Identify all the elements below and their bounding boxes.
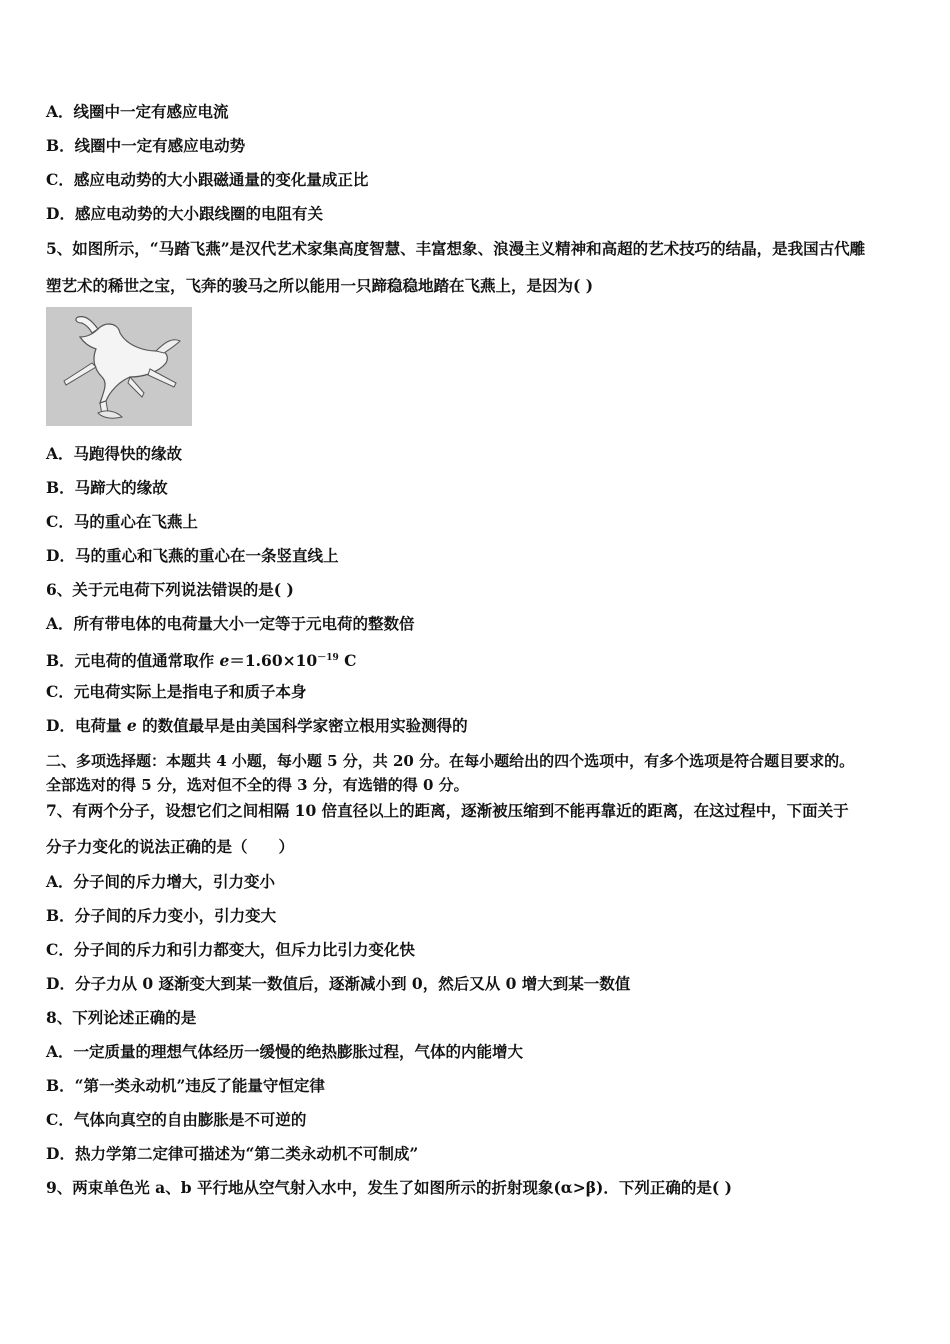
q5-stem-line1: 5、如图所示，“马踏飞燕”是汉代艺术家集高度智慧、丰富想象、浪漫主义精神和高超的艺术技巧的结晶，是我国古代雕 xyxy=(46,239,866,258)
q6-option-b xyxy=(46,648,356,671)
q5-option-b: B．马蹄大的缘故 xyxy=(46,478,168,497)
q8-option-c: C．气体向真空的自由膨胀是不可逆的 xyxy=(46,1110,307,1129)
q8-option-a: A．一定质量的理想气体经历一缓慢的绝热膨胀过程，气体的内能增大 xyxy=(46,1042,524,1061)
q7-stem-line2: 分子力变化的说法正确的是（ ） xyxy=(46,837,295,856)
elementary-charge-symbol: e xyxy=(219,651,230,670)
q6-option-d-suffix: 的数值最早是由美国科学家密立根用实验测得的 xyxy=(136,716,468,735)
q9-stem: 9、两束单色光 a、b 平行地从空气射入水中，发生了如图所示的折射现象(α>β)．下列正确的是( ) xyxy=(46,1178,732,1197)
q6-option-b-exponent: －19 xyxy=(317,653,339,663)
q6-option-d-prefix: D．电荷量 xyxy=(46,716,127,735)
q6-option-b-prefix: B．元电荷的值通常取作 xyxy=(46,651,220,670)
q7-stem-line1: 7、有两个分子，设想它们之间相隔 10 倍直径以上的距离，逐渐被压缩到不能再靠近的距离，在这过程中，下面关于 xyxy=(46,801,849,820)
section2-heading-line2: 全部选对的得 5 分，选对但不全的得 3 分，有选错的得 0 分。 xyxy=(46,776,469,794)
q4-option-b: B．线圈中一定有感应电动势 xyxy=(46,136,246,155)
elementary-charge-symbol: e xyxy=(126,716,137,735)
q8-option-b: B．“第一类永动机”违反了能量守恒定律 xyxy=(46,1076,325,1095)
galloping-horse-image xyxy=(46,307,192,426)
q6-option-d xyxy=(46,716,468,736)
horse-silhouette-icon xyxy=(46,307,192,426)
q6-option-b-value: ＝1.60×10 xyxy=(229,651,318,670)
q6-option-c: C．元电荷实际上是指电子和质子本身 xyxy=(46,682,307,701)
q4-option-c: C．感应电动势的大小跟磁通量的变化量成正比 xyxy=(46,170,369,189)
q4-option-a: A．线圈中一定有感应电流 xyxy=(46,102,229,121)
q7-option-a: A．分子间的斥力增大，引力变小 xyxy=(46,872,276,891)
q7-option-c: C．分子间的斥力和引力都变大，但斥力比引力变化快 xyxy=(46,940,415,959)
q8-stem: 8、下列论述正确的是 xyxy=(46,1008,197,1027)
q6-stem: 6、关于元电荷下列说法错误的是( ) xyxy=(46,580,294,599)
q5-option-d: D．马的重心和飞燕的重心在一条竖直线上 xyxy=(46,546,339,565)
q6-option-a: A．所有带电体的电荷量大小一定等于元电荷的整数倍 xyxy=(46,614,415,633)
section2-heading-line1: 二、多项选择题：本题共 4 小题，每小题 5 分，共 20 分。在每小题给出的四个选项中，有多个选项是符合题目要求的。 xyxy=(46,752,855,770)
q8-option-d: D．热力学第二定律可描述为“第二类永动机不可制成” xyxy=(46,1144,419,1163)
q5-option-a: A．马跑得快的缘故 xyxy=(46,444,183,463)
q7-option-d: D．分子力从 0 逐渐变大到某一数值后，逐渐减小到 0，然后又从 0 增大到某一数值 xyxy=(46,974,631,993)
q6-option-b-unit: C xyxy=(338,651,357,670)
q5-option-c: C．马的重心在飞燕上 xyxy=(46,512,198,531)
q4-option-d: D．感应电动势的大小跟线圈的电阻有关 xyxy=(46,204,323,223)
q5-stem-line2: 塑艺术的稀世之宝，飞奔的骏马之所以能用一只蹄稳稳地踏在飞燕上，是因为( ) xyxy=(46,276,594,295)
q7-option-b: B．分子间的斥力变小，引力变大 xyxy=(46,906,277,925)
